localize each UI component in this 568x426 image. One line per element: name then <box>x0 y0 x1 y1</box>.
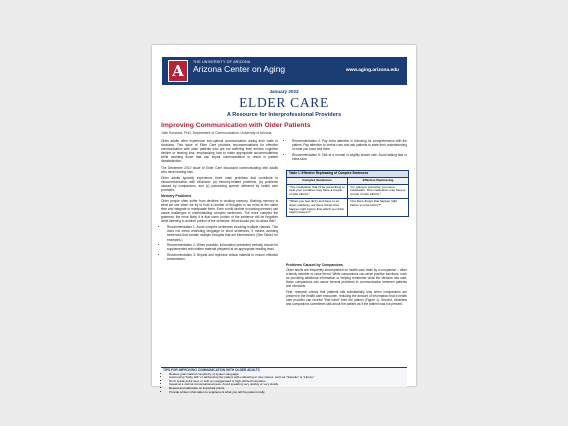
table-cell: "The medication that I'll be prescribing to treat your condition may have a couple of side effects." <box>289 184 345 197</box>
issue-date: January 2023 <box>269 89 299 94</box>
table-header-cell: Complex Sentences <box>287 178 347 184</box>
table-row <box>287 198 408 216</box>
tips-list <box>161 373 407 395</box>
header-banner <box>162 57 407 85</box>
recommendation-item: • Recommendation 2: When possible, information presented verbally should be supplemented with written material prepared at an appropriate reading level. <box>167 243 278 251</box>
table-row <box>287 184 408 198</box>
table-cell: "I'm going to prescribe you some medication. This medication may have a couple of side effects." <box>347 185 408 198</box>
table-caption: Table 1. Effective Rephrasing of Complex Sentences <box>287 171 408 177</box>
intro-paragraph: The December 2010 issue of Elder Care discussed communicating with adults who have hearing loss. <box>161 165 278 174</box>
recommendation-item: • Recommendation 5: Talk at a normal or slightly slower rate. Avoid talking fast or extra-slow. <box>292 153 407 161</box>
tip-item: • Speak at a normal conversational pace. Avoid speaking very quickly or very slowly. <box>169 383 407 387</box>
recommendation-item: • Recommendation 3: Repeat and rephrase critical material to ensure effective transmission. <box>167 253 278 261</box>
recommendation-list <box>161 225 278 261</box>
university-name: THE UNIVERSITY OF ARIZONA <box>193 60 251 64</box>
newsletter-subtitle: A Resource for Interprofessional Providers <box>226 112 342 118</box>
table-header-row <box>287 177 408 184</box>
university-logo: A <box>168 60 188 82</box>
intro-paragraph: Older adults often experience sub-optimal communication during their visits to clinicians. This issue of Elder Care provides recommendations for effective communication with older patients who are not suffering from serious cognitive decline or hearing loss, emphasizing how to make appropriate accommodations while avoiding those that can impair communication or result in patient dissatisfaction. <box>161 139 278 164</box>
recommendation-list <box>286 139 407 161</box>
right-column-top <box>286 139 407 169</box>
table-cell: "Are there things that happen right before you feel dizzy?" <box>347 199 408 216</box>
tip-item: • Provide written information to supplement what you tell the patient orally. <box>169 391 407 395</box>
section-heading-companions: Problems Caused by Companions <box>286 263 343 267</box>
companions-paragraph: First, research shows that patients talk substantially less when companions are present in the health care encounter, reducing the amount of information that a health care provider can receive "first hand" from the patient (Figure 1). Second, clinicians and companions sometimes talk about the patient as if the patient was not present. <box>286 290 407 307</box>
author-byline: Julie Sorwood, PhD, Department of Communication, University of Arizona <box>161 131 272 135</box>
article-title: Improving Communication with Older Patients <box>161 122 311 129</box>
tip-item: • Avoid using "baby talk" or addressing the patient with endearing or nice names, such as "Sweetie" or "Honey." <box>169 376 407 380</box>
newsletter-title: ELDER CARE <box>239 95 329 110</box>
memory-paragraph: Older people often suffer from declines in working memory. Working memory is what we use when we try to hold a number of thoughts in our mind at the same time and integrate or manipulate them. Even a mild decline in working memory can cause challenges in understanding complex sentences. The more complex the grammar, the more likely it is that some portion of the sentence will be forgotten while listening to another portion of the sentence. What should you do about this? <box>161 198 278 224</box>
recommendation-item: • Recommendation 1: Avoid complex sentences involving multiple clauses. This does not mean restricting language to short sentences. It means avoiding sentences that contain multiple thoughts that are intermeshed. (See Table1 for examples.) <box>167 225 278 241</box>
left-column <box>161 139 278 367</box>
center-name: Arizona Center on Aging <box>193 64 286 74</box>
newsletter-page <box>152 45 416 394</box>
tip-item: • Reduce grammatical complexity of spoken language. <box>169 373 407 377</box>
rephrasing-table <box>286 170 409 217</box>
tips-heading: TIPS FOR IMPROVING COMMUNICATION WITH OLDER ADULTS <box>163 368 260 372</box>
companions-paragraph: Older adults are frequently accompanied on health care visits by a companion – often a family member or close friend. While companions can serve positive functions, such as providing additional information or helping remember what the clinician has said, those companions can cause several problems in communication between patients and clinicians. <box>286 267 407 288</box>
tip-item: • Don't speak extra loud, or with an exaggerated or high-pitched intonation. <box>169 380 407 384</box>
right-column-bottom <box>286 262 407 368</box>
tips-box <box>161 367 407 394</box>
intro-paragraph: Older adults typically experience three main problems that contribute to miscommunication with clinicians: (a) memory-related problems, (b) problems caused by companions, and (c) patronizing speech delivered by health care providers. <box>161 175 278 193</box>
recommendation-item: • Recommendation 4: Pay extra attention in checking for comprehension with the patient. Pay attention to verbal cues and ask patients to state their understanding of what you have told them. <box>292 139 407 151</box>
table-header-cell: Effective Rephrasing <box>347 178 408 184</box>
website-link[interactable]: www.aging.arizona.edu <box>345 68 399 73</box>
tip-item: • Repeat and elaborate on important points. <box>169 387 407 391</box>
section-heading-memory: Memory Problems <box>161 194 192 199</box>
table-cell: "When you feel dizzy and have to sit down suddenly, are there things that happen right before that which you think might cause it?" <box>289 198 344 215</box>
